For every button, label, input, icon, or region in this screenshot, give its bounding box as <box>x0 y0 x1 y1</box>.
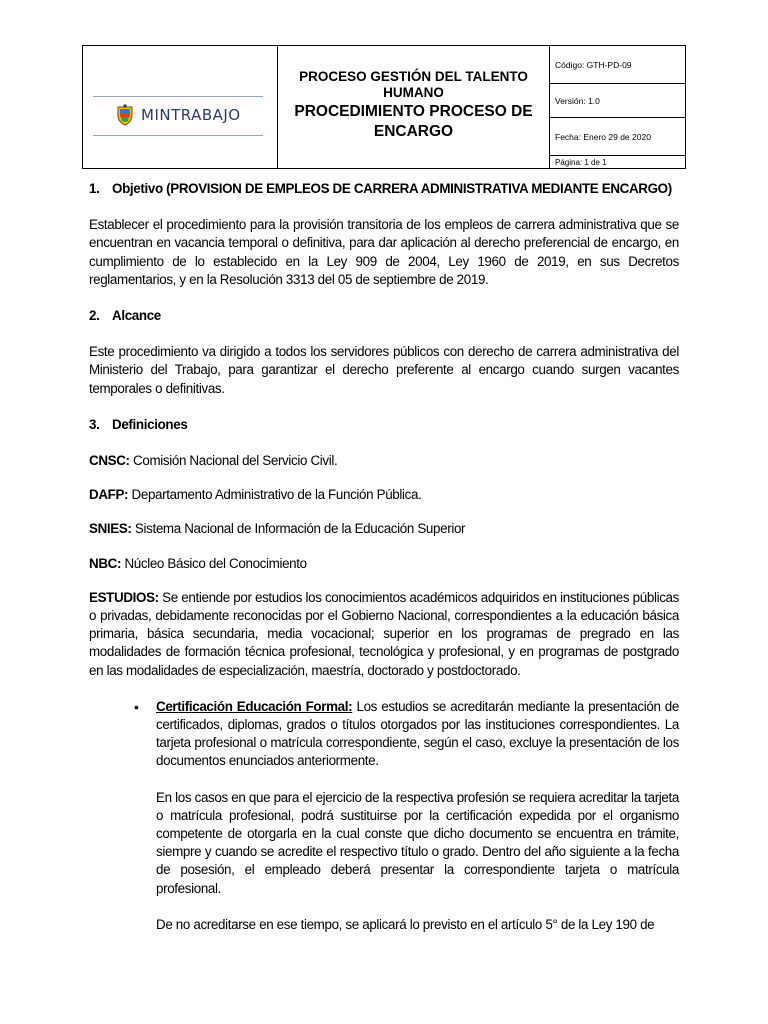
document-header <box>82 45 686 169</box>
meta-cell <box>550 46 685 168</box>
bullet-paragraph: Certificación Educación Formal: Los estudios se acreditarán mediante la presentación de certificados, diplomas, grados o títulos otorgados por las instituciones correspondientes. La tarjeta profesional o matrícula correspondiente, según el caso, excluye la presentación de los documentos enunciados anteriormente. <box>156 698 680 769</box>
definition-item: SNIES: Sistema Nacional de Información de la Educación Superior <box>89 521 466 537</box>
title-cell <box>278 46 550 168</box>
section-heading: 3. Definiciones <box>89 416 188 432</box>
bullet-paragraph: En los casos en que para el ejercicio de la respectiva profesión se requiera acreditar la tarjeta o matrícula profesional, podrá sustituirse por la certificación expedida por el organismo competente de otorgarla en la cual conste que dicho documento se encuentra en trámite, siempre y cuando se acredite el respectivo título o grado. Dentro del año siguiente a la fecha de posesión, el empleado deberá presentar la correspondiente tarjeta o matrícula profesional. <box>156 789 679 896</box>
version-field: Versión: 1.0 <box>550 84 685 119</box>
code-field: Código: GTH-PD-09 <box>550 46 685 84</box>
definition-item: CNSC: Comisión Nacional del Servicio Civil. <box>89 453 338 469</box>
mintrabajo-logo <box>115 104 241 126</box>
logo-cell <box>83 46 278 168</box>
bullet-paragraph: De no acreditarse en ese tiempo, se aplicará lo previsto en el artículo 5° de la Ley 190 de <box>156 916 655 932</box>
definition-item: NBC: Núcleo Básico del Conocimiento <box>89 555 307 571</box>
logo-text: MINTRABAJO <box>141 106 241 124</box>
divider <box>93 135 263 136</box>
definition-item: ESTUDIOS: Se entiende por estudios los conocimientos académicos adquiridos en instituciones públicas o privadas, debidamente reconocidas por el Gobierno Nacional, correspondientes a la educación básica primaria, básica secundaria, media vocacional; superior en los programas de pregrado en las modalidades de formación técnica profesional, tecnológica y profesional, y en programas de postgrado en las modalidades de especialización, maestría, doctorado y postdoctorado. <box>89 589 679 678</box>
bullet-marker: • <box>134 698 139 715</box>
procedure-title: PROCEDIMIENTO PROCESO DE ENCARGO <box>294 103 533 140</box>
section-body: Establecer el procedimiento para la provisión transitoria de los empleos de carrera administrativa que se encuentran en vacancia temporal o definitiva, para dar aplicación al derecho preferencial de encargo, en cumplimiento de lo establecido en la Ley 909 de 2004, Ley 1960 de 2019, en sus Decretos reglamentarios, y en la Resolución 3313 del 05 de septiembre de 2019. <box>89 217 679 287</box>
process-title: PROCESO GESTIÓN DEL TALENTO HUMANO <box>299 69 528 100</box>
coat-of-arms-icon <box>115 104 135 126</box>
section-body: Este procedimiento va dirigido a todos los servidores públicos con derecho de carrera administrativa del Ministerio del Trabajo, para garantizar el derecho preferente al encargo cuando surgen vacantes temporales o definitivas. <box>89 344 679 396</box>
section-heading: 1. Objetivo (PROVISION DE EMPLEOS DE CARRERA ADMINISTRATIVA MEDIANTE ENCARGO) <box>89 181 672 196</box>
definition-item: DAFP: Departamento Administrativo de la Función Pública. <box>89 487 422 503</box>
bullet-item <box>89 698 679 934</box>
section-heading: 2. Alcance <box>89 308 161 324</box>
divider <box>93 96 263 97</box>
date-field: Fecha: Enero 29 de 2020 <box>550 118 685 156</box>
page-field: Página: 1 de 1 <box>555 157 607 167</box>
document-body <box>89 180 679 934</box>
